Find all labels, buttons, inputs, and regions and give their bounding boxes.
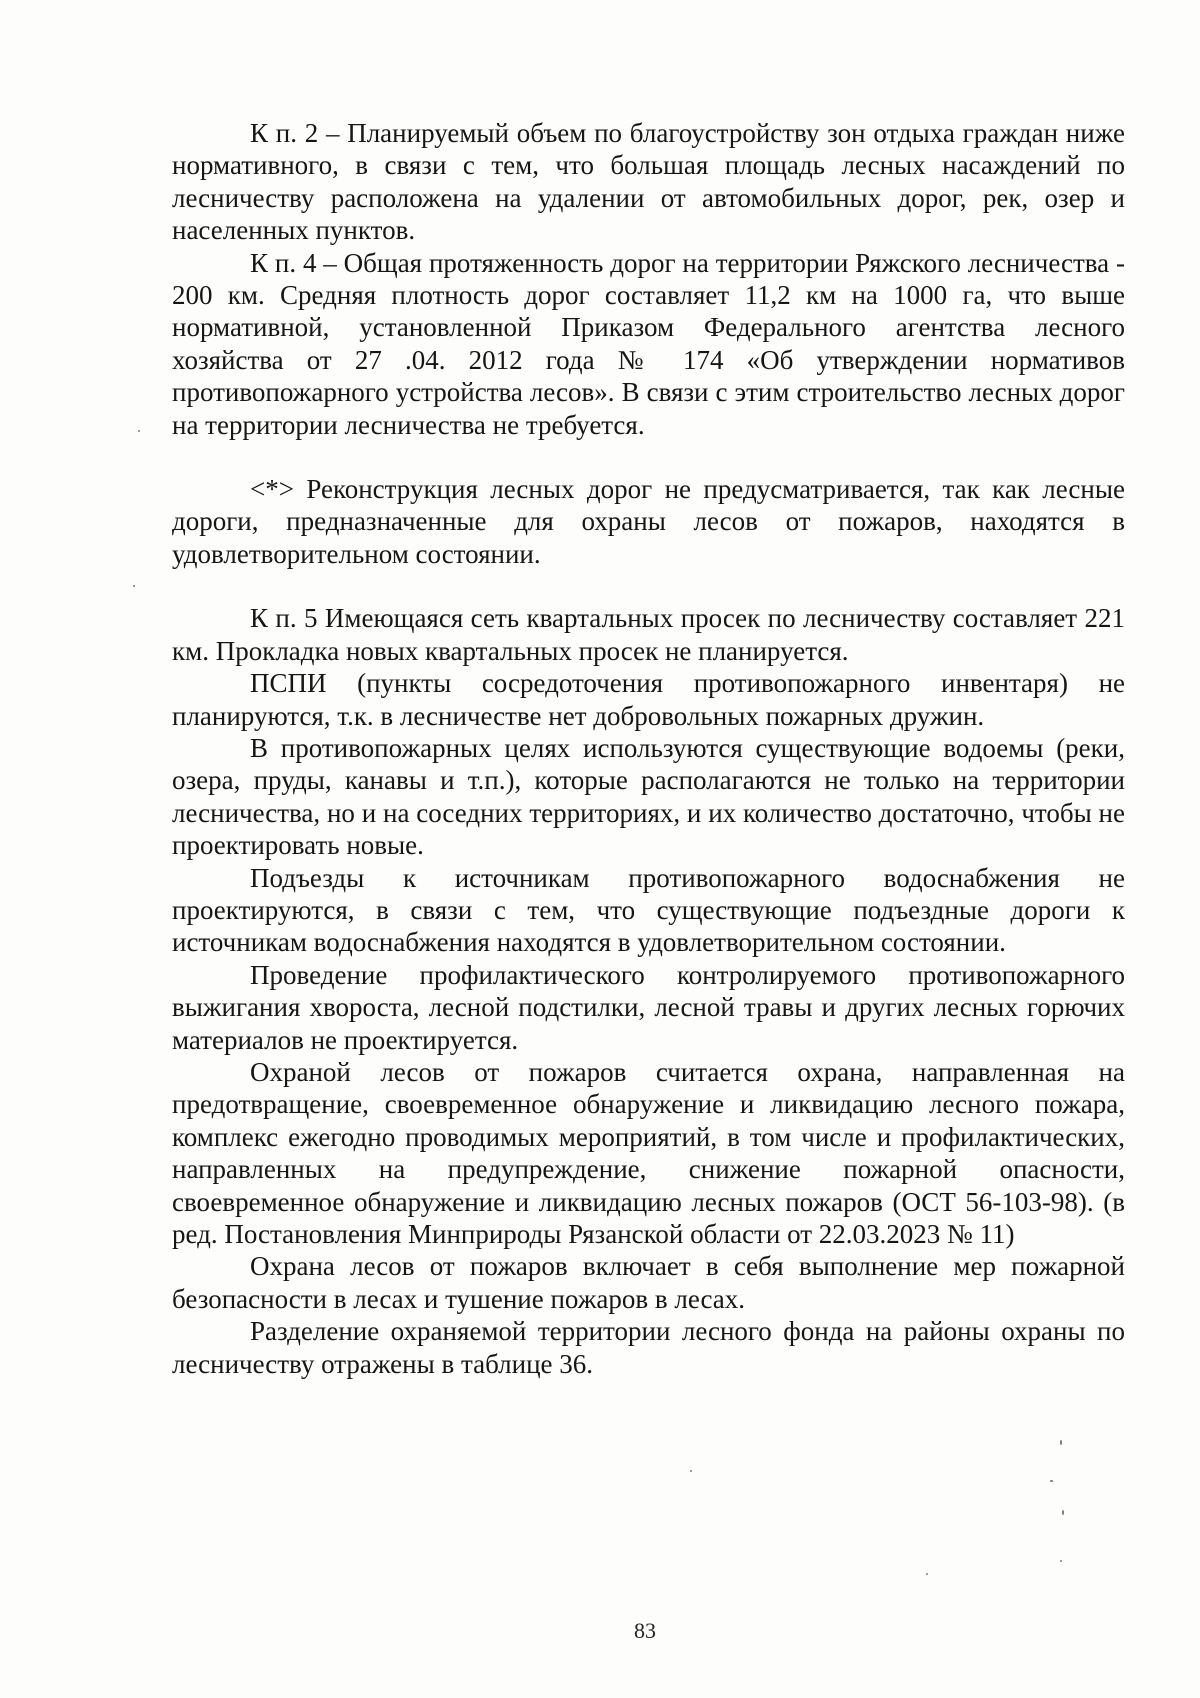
scan-speck xyxy=(690,1470,692,1472)
paragraph-spacer xyxy=(172,441,1125,473)
paragraph-pspi: ПСПИ (пункты сосредоточения противопожарного инвентаря) не планируются, т.к. в лесничестве нет добровольных пожарных дружин. xyxy=(172,668,1125,731)
paragraph-spacer xyxy=(172,570,1125,602)
scan-speck xyxy=(1062,1510,1064,1515)
paragraph-protection-districts: Разделение охраняемой территории лесного фонда на районы охраны по лесничеству отражены в таблице 36. xyxy=(172,1316,1125,1379)
scan-speck xyxy=(133,585,135,587)
page-number: 83 xyxy=(634,1618,656,1643)
paragraph-item-2: К п. 2 – Планируемый объем по благоустройству зон отдыха граждан ниже нормативного, в связи с тем, что большая площадь лесных насаждений по лесничеству расположена на удалении от автомобильных дорог, рек, озер и населенных пунктов. xyxy=(172,118,1125,246)
scan-speck xyxy=(926,1573,928,1575)
scan-speck xyxy=(138,430,140,432)
paragraph-item-4-roads: К п. 4 – Общая протяженность дорог на территории Ряжского лесничества - 200 км. Средняя плотность дорог составляет 11,2 км на 1000 га, что выше нормативной, установленной Приказом Федерального агентства лесного хозяйства от 27 .04. 2012 года № 174 «Об утверждении нормативов противопожарного устройства лесов». В связи с этим строительство лесных дорог на территории лесничества не требуется. xyxy=(172,247,1125,440)
paragraph-fire-protection-definition: Охраной лесов от пожаров считается охрана, направленная на предотвращение, своевременное обнаружение и ликвидацию лесного пожара, комплекс ежегодно проводимых мероприятий, в том числе и профилактических, направленных на предупреждение, снижение пожарной опасности, своевременное обнаружение и ликвидацию лесных пожаров (ОСТ 56-103-98). (в ред. Постановления Минприроды Рязанской области от 22.03.2023 № 11) xyxy=(172,1056,1125,1249)
scan-speck xyxy=(1060,1440,1062,1445)
paragraph-reconstruction-note: <*> Реконструкция лесных дорог не предусматривается, так как лесные дороги, предназначенные для охраны лесов от пожаров, находятся в удовлетворительном состоянии. xyxy=(172,474,1125,569)
scan-speck xyxy=(1050,1480,1053,1482)
paragraph-water-bodies: В противопожарных целях используются существующие водоемы (реки, озера, пруды, канавы и т.п.), которые располагаются не только на территории лесничества, но и на соседних территориях, и их количество достаточно, чтобы не проектировать новые. xyxy=(172,732,1125,861)
document-body xyxy=(172,117,1125,1380)
paragraph-controlled-burning: Проведение профилактического контролируемого противопожарного выжигания хвороста, лесной подстилки, лесной травы и других лесных горючих материалов не проектируется. xyxy=(172,959,1125,1055)
scan-speck xyxy=(1060,1560,1062,1562)
paragraph-fire-protection-measures: Охрана лесов от пожаров включает в себя выполнение мер пожарной безопасности в лесах и тушение пожаров в лесах. xyxy=(172,1251,1125,1314)
paragraph-item-5-clearings: К п. 5 Имеющаяся сеть квартальных просек по лесничеству составляет 221 км. Прокладка новых квартальных просек не планируется. xyxy=(172,603,1125,666)
paragraph-access-roads: Подъезды к источникам противопожарного водоснабжения не проектируются, в связи с тем, что существующие подъездные дороги к источникам водоснабжения находятся в удовлетворительном состоянии. xyxy=(172,862,1125,958)
